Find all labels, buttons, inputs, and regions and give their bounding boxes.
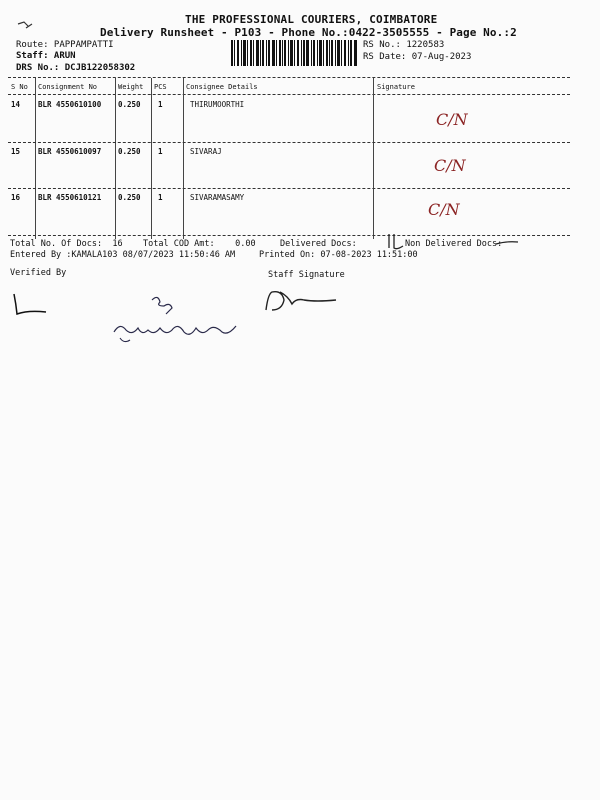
rs-date: RS Date: 07-Aug-2023	[363, 52, 472, 62]
cell-pcs: 1	[158, 147, 163, 156]
cell-signature: C/N	[436, 110, 468, 129]
rs-number: RS No.: 1220583	[363, 40, 445, 50]
cell-pcs: 1	[158, 100, 163, 109]
cell-sno: 16	[11, 193, 21, 202]
barcode	[231, 40, 357, 66]
table-bottom-rule	[8, 235, 570, 236]
cell-consignee: SIVARAMASAMY	[190, 193, 245, 202]
column-divider	[373, 78, 374, 239]
staff-signature-label: Staff Signature	[268, 270, 345, 280]
row-rule	[8, 142, 570, 143]
entered-by: Entered By :KAMALA103 08/07/2023 11:50:46 AM	[10, 250, 236, 260]
column-divider	[115, 78, 116, 239]
header-sno: S No	[11, 83, 28, 91]
cell-weight: 0.250	[118, 147, 141, 156]
non-delivered-dash-mark	[494, 238, 520, 248]
delivered-docs: Delivered Docs:	[280, 239, 357, 249]
printed-on: Printed On: 07-08-2023 11:51:00	[259, 250, 418, 260]
column-divider	[151, 78, 152, 239]
table-header-rule	[8, 94, 570, 95]
row-rule	[8, 188, 570, 189]
header-pcs: PCS	[154, 83, 167, 91]
cell-consignment: BLR 4550610121	[38, 193, 102, 202]
drs-number: DRS No.: DCJB122058302	[16, 63, 136, 73]
column-divider	[35, 78, 36, 239]
cell-sno: 14	[11, 100, 21, 109]
verifier-scribble	[110, 292, 250, 350]
cell-consignee: SIVARAJ	[190, 147, 222, 156]
staff-signature-scribble	[262, 286, 342, 316]
verifier-signature	[8, 290, 53, 320]
cell-consignment: BLR 4550610097	[38, 147, 102, 156]
total-cod: Total COD Amt: 0.00	[143, 239, 256, 249]
column-divider	[183, 78, 184, 239]
cell-sno: 15	[11, 147, 21, 156]
cell-consignee: THIRUMOORTHI	[190, 100, 245, 109]
document-subtitle: Delivery Runsheet - P103 - Phone No.:0422-3505555 - Page No.:2	[100, 26, 517, 39]
header-weight: Weight	[118, 83, 144, 91]
cell-signature: C/N	[428, 200, 460, 219]
non-delivered-docs: Non Delivered Docs:	[405, 239, 503, 249]
cell-signature: C/N	[434, 156, 466, 175]
header-signature: Signature	[377, 83, 415, 91]
cell-pcs: 1	[158, 193, 163, 202]
cell-consignment: BLR 4550610100	[38, 100, 102, 109]
header-consignee: Consignee Details	[186, 83, 258, 91]
route-label: Route: PAPPAMPATTI	[16, 40, 114, 50]
total-docs: Total No. Of Docs: 16	[10, 239, 123, 249]
document-title: THE PROFESSIONAL COURIERS, COIMBATORE	[185, 13, 438, 26]
delivered-tick-mark	[385, 232, 415, 252]
corner-mark	[16, 18, 38, 34]
verified-by-label: Verified By	[10, 268, 67, 278]
cell-weight: 0.250	[118, 193, 141, 202]
staff-label: Staff: ARUN	[16, 51, 76, 61]
cell-weight: 0.250	[118, 100, 141, 109]
table-top-rule	[8, 77, 570, 78]
header-consignment: Consignment No	[38, 83, 98, 91]
